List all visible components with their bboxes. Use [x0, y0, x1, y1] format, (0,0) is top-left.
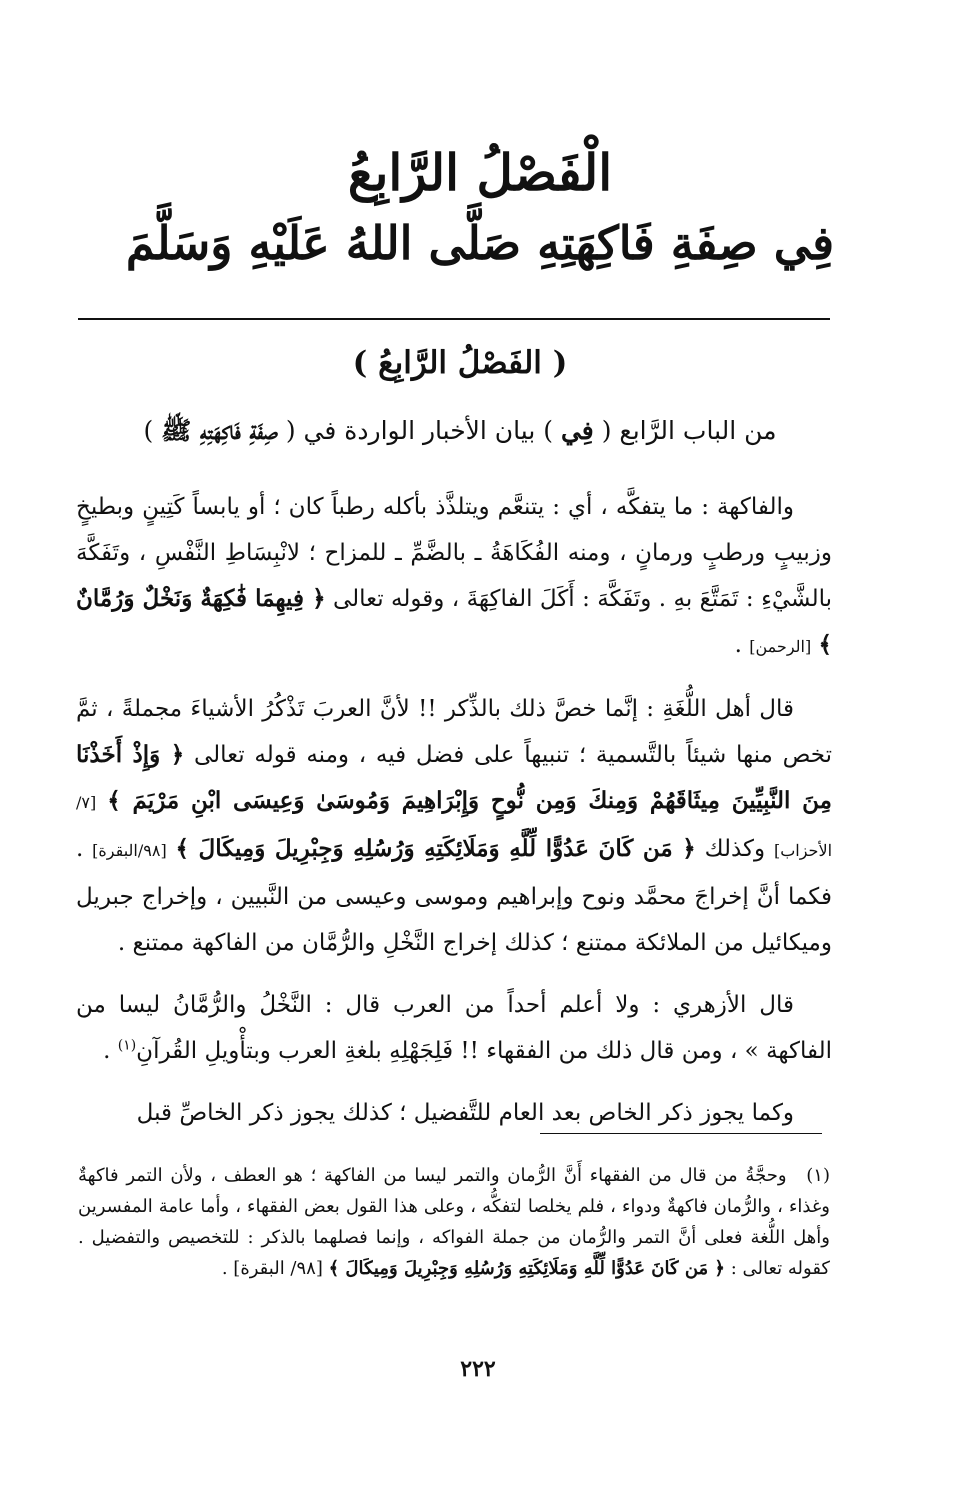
paragraph-text: قال الأزهري : ولا أعلم أحداً من العرب قال : النَّخْلُ والرُّمَّانُ ليسا من الفاكهة » ، ومن قال ذلك من الفقهاء !! فَلِجَهْلِهِ بلغةِ العرب وبتأْويلِ القُرآنِ: [76, 992, 832, 1064]
footnote-text: وحجَّةُ من قال من الفقهاء أَنَّ الرُّمان والتمر ليسا من الفاكهة ؛ هو العطف ، ولأن التمر فاكهةٌ وغذاء ، والرُّمان فاكهةٌ ودواء ، فلم يخلصا لتفكُّه ، وعلى هذا القول بعض الفقهاء ، وأما عامة المفسرين وأهل اللُّغة فعلى أنَّ التمر والرُّمان من جملة الفواكه ، وإنما فصلهما بالذكر : للتخصيص والتفضيل . كقوله تعالى :: [78, 1165, 830, 1279]
footnote-item: [78, 1160, 830, 1284]
intro-after: ): [143, 416, 154, 445]
body-text: [76, 484, 832, 1152]
footnote-divider: [540, 1133, 822, 1134]
footnote-number: (١): [806, 1165, 830, 1186]
chapter-title: الْفَصْلُ الرَّابِعُ: [347, 143, 613, 202]
intro-middle: ) بيان الأخبار الواردة في (: [285, 416, 553, 445]
quran-verse: ﴿ مَن كَانَ عَدُوًّا لِّلَّهِ وَمَلَائِكَتِهِ وَرُسُلِهِ وَجِبْرِيلَ وَمِيكَالَ ﴾: [175, 835, 696, 862]
chapter-heading: [70, 140, 890, 276]
intro-fi: فِي: [560, 416, 594, 445]
quran-verse: ﴿ مَن كَانَ عَدُوًّا لِّلَّهِ وَمَلَائِكَتِهِ وَرُسُلِهِ وَجِبْرِيلَ وَمِيكَالَ ﴾: [328, 1258, 725, 1279]
paragraph-text: وكذلك: [704, 836, 766, 862]
verse-citation: [٧/ الأحزاب]: [76, 793, 833, 860]
paragraph-linguists: [76, 686, 832, 966]
paragraph-text: . فكما أنَّ إخراجَ محمَّد ونوح وإبراهيم وموسى وعيسى من النَّبيين ، وإخراج جبريل وميكائيل من الملائكة ممتنع ؛ كذلك إخراج النَّخْلِ والرُّمَّان من الفاكهة ممتنع .: [76, 836, 832, 956]
paragraph-specific-general: [76, 1090, 832, 1136]
paragraph-fruit-definition: [76, 484, 832, 670]
heading-divider: [78, 318, 830, 320]
quran-verse: ﴿ فِيهِمَا فَٰكِهَةٌ وَنَخْلٌ وَرُمَّانٌ ﴾: [76, 585, 832, 658]
footnote-reference[interactable]: (١): [117, 1037, 137, 1054]
paragraph-text: والفاكهة : ما يتفكَّه ، أي : يتنعَّم ويتلذَّذ بأكله رطباً كان ؛ أو يابساً كَتِينٍ وبطيخٍ وزبيبٍ ورطبٍ ورمانٍ ، ومنه الفُكَاهَةُ ـ بالضَّمِّ ـ للمزاح ؛ لانْبِسَاطِ النَّفْسِ ، وتَفَكَّهَ بالشَّيْءِ : تَمَتَّعَ بهِ . وتَفَكَّهَ : أَكَلَ الفاكِهَةَ ، وقوله تعالى: [76, 494, 832, 612]
section-title: ( الفَصْلُ الرَّابِعُ ): [352, 345, 568, 381]
paragraph-text: قال أهل اللُّغَةِ : إنَّما خصَّ ذلك بالذِّكر !! لأنَّ العربَ تَذْكُرُ الأشياءَ مجملةً ، ثمَّ تخص منها شيئاً بالتَّسمية ؛ تنبيهاً على فضل فيه ، ومنه قوله تعالى: [76, 696, 833, 768]
paragraph-end: .: [734, 632, 742, 658]
intro-topic: صِفَةِ فَاكِهَتِهِ ﷺ: [161, 416, 278, 445]
verse-citation: [٩٨/البقرة]: [92, 841, 167, 860]
verse-citation: [الرحمن]: [749, 637, 812, 656]
page-number: ٢٢٢: [460, 1356, 496, 1382]
intro-before: من الباب الرَّابع (: [601, 416, 777, 445]
verse-citation: [٩٨/ البقرة]: [233, 1258, 323, 1279]
paragraph-text: وكما يجوز ذكر الخاص بعد العام للتَّفضيل ؛ كذلك يجوز ذكر الخاصِّ قبل: [136, 1100, 794, 1126]
quran-verse: ﴿ وَإِذْ أَخَذْنَا مِنَ النَّبِيِّينَ مِيثَاقَهُمْ وَمِنكَ وَمِن نُّوحٍ وَإِبْرَاهِيمَ وَمُوسَىٰ وَعِيسَى ابْنِ مَرْيَمَ ﴾: [76, 741, 832, 814]
footnote-end: .: [221, 1258, 228, 1279]
section-intro: [80, 408, 840, 454]
footnotes: [78, 1160, 830, 1284]
chapter-subtitle: فِي صِفَةِ فَاكِهَتِهِ صَلَّى اللهُ عَلَيْهِ وَسَلَّمَ: [125, 216, 835, 270]
paragraph-azhari: [76, 982, 832, 1074]
paragraph-end: .: [103, 1038, 111, 1064]
